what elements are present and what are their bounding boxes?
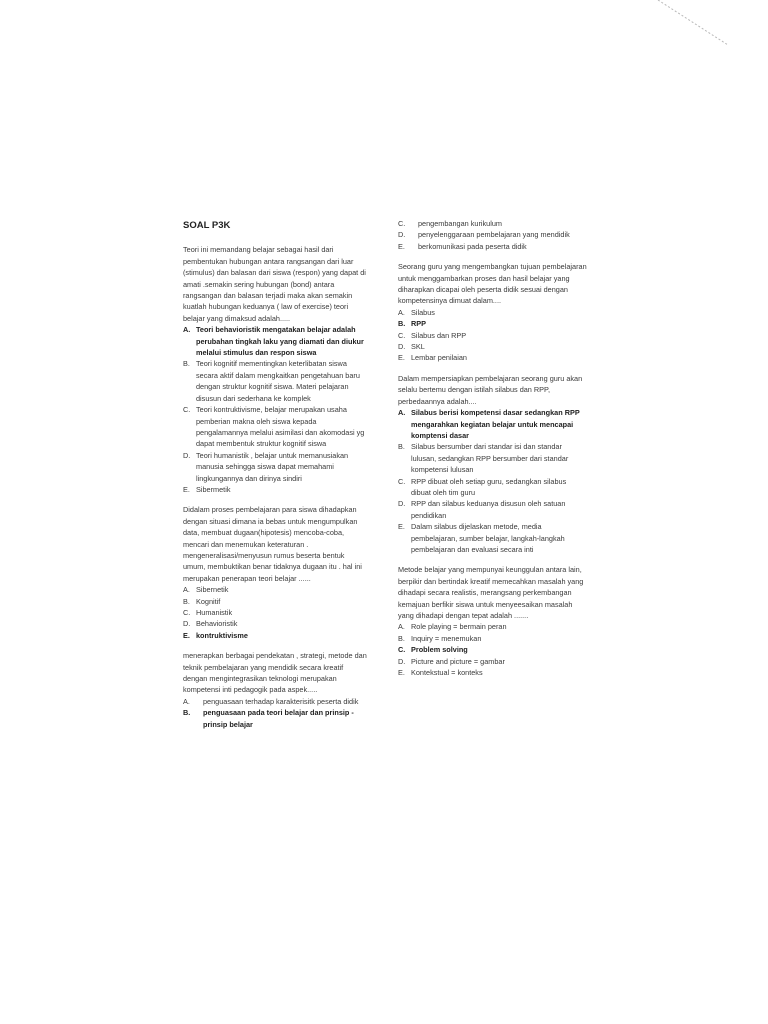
option-label: C. (398, 476, 406, 486)
options-list (183, 696, 367, 730)
option-label: B. (183, 596, 190, 606)
question-3-continued (398, 218, 588, 252)
document-title: SOAL P3K (183, 220, 231, 231)
option-label: A. (398, 408, 406, 418)
options-list (183, 324, 367, 495)
option-label: B. (398, 442, 405, 452)
option-b (398, 633, 588, 644)
question-stem: Seorang guru yang mengembangkan tujuan pembelajaran untuk menggambarkan proses dan hasil belajar yang diharapkan dicapai oleh peserta didik sesuai dengan kompetensinya dimuat dalam.... (398, 262, 587, 306)
option-e (398, 667, 588, 678)
option-label: E. (183, 630, 190, 640)
options-list (183, 584, 367, 641)
option-text: Dalam silabus dijelaskan metode, media pembelajaran, sumber belajar, langkah-langkah pembelajaran dan evaluasi secara inti (411, 522, 565, 554)
question-stem: Metode belajar yang mempunyai keunggulan antara lain, berpikir dan bertindak kreatif memecahkan masalah yang dihadapi secara realistis, merangsang perkembangan kemajuan berfikir siswa untuk menyeesaikan masalah yang dihadapi dengan tepat adalah ....... (398, 565, 584, 620)
option-label: D. (398, 230, 406, 240)
right-column (398, 218, 588, 687)
options-list (398, 218, 588, 252)
corner-fold-line (598, 0, 768, 60)
option-text: berkomunikasi pada peserta didik (418, 241, 527, 251)
option-label: B. (398, 319, 406, 329)
option-c (398, 330, 588, 341)
option-label: C. (398, 219, 406, 228)
option-text: Teori kontruktivisme, belajar merupakan usaha pemberian makna oleh siswa kepada pengalamannya melalui asimilasi dan akomodasi yg dapat membentuk struktur kognitif siswa (196, 405, 365, 449)
option-d (398, 498, 588, 521)
option-a (398, 621, 588, 632)
option-text: Kontekstual = konteks (411, 668, 483, 678)
option-c (183, 607, 367, 618)
option-text: Inquiry = menemukan (411, 633, 482, 643)
option-label: E. (398, 241, 405, 251)
option-e (183, 630, 367, 641)
option-text: pengembangan kurikulum (418, 219, 502, 228)
option-c (398, 218, 588, 229)
option-label: D. (183, 450, 191, 460)
option-a (398, 407, 588, 441)
option-b (183, 358, 367, 404)
question-2 (183, 504, 367, 641)
option-d (398, 341, 588, 352)
option-label: D. (398, 342, 406, 352)
option-text: Silabus (411, 307, 435, 317)
options-list (398, 407, 588, 555)
option-text: RPP dibuat oleh setiap guru, sedangkan silabus dibuat oleh tim guru (411, 476, 567, 497)
option-text: Kognitif (196, 596, 221, 606)
question-4 (398, 261, 588, 364)
left-column (183, 220, 367, 739)
option-text: penyelenggaraan pembelajaran yang mendidik (418, 230, 570, 240)
option-d (183, 450, 367, 484)
option-label: E. (398, 522, 405, 532)
option-b (183, 596, 367, 607)
option-label: A. (183, 325, 191, 335)
option-e (183, 484, 367, 495)
option-text: Problem solving (411, 645, 468, 655)
option-label: C. (183, 608, 191, 617)
option-label: D. (398, 499, 406, 509)
option-c (398, 476, 588, 499)
option-text: kontruktivisme (196, 630, 248, 640)
option-text: Picture and picture = gambar (411, 656, 505, 666)
option-a (183, 696, 367, 707)
option-text: Humanistik (196, 608, 233, 617)
option-text: Lembar penilaian (411, 353, 467, 363)
option-label: E. (183, 484, 190, 494)
option-text: Teori humanistik , belajar untuk memanusiakan manusia sehingga siswa dapat memahami lingkungannya dan dirinya sindiri (196, 450, 349, 483)
option-b (398, 318, 588, 329)
option-label: D. (398, 656, 406, 666)
option-label: A. (398, 622, 405, 632)
question-stem: Dalam mempersiapkan pembelajaran seorang guru akan selalu bertemu dengan istilah silabus dan RPP, perbedaannya adalah.... (398, 373, 583, 406)
option-label: B. (183, 708, 191, 718)
question-3 (183, 650, 367, 730)
option-b (183, 707, 367, 730)
option-b (398, 441, 588, 475)
option-label: B. (398, 633, 405, 643)
question-1 (183, 244, 367, 495)
option-e (398, 352, 588, 363)
option-a (183, 324, 367, 358)
question-6 (398, 564, 588, 678)
question-stem: Teori ini memandang belajar sebagai hasil dari pembentukan hubungan antara rangsangan dari luar (stimulus) dan balasan dari siswa (respon) yang dapat di amati .semakin sering hubungan (bond) antara rangsangan dan balasan terjadi maka akan semakin kuatlah hubungan keduanya ( law of exercise) teori belajar yang dimaksud adalah..... (183, 245, 366, 323)
option-e (398, 521, 588, 555)
option-text: RPP dan silabus keduanya disusun oleh satuan pendidikan (411, 499, 566, 520)
option-text: penguasaan terhadap karakterisitk peserta didik (203, 696, 359, 706)
option-label: A. (398, 307, 405, 317)
option-text: Silabus berisi kompetensi dasar sedangkan RPP mengarahkan kegiatan belajar untuk mencapai komptensi dasar (411, 408, 580, 440)
option-label: E. (398, 668, 405, 678)
question-stem: menerapkan berbagai pendekatan , strategi, metode dan teknik pembelajaran yang mendidik secara kreatif dengan mengintegrasikan teknologi merupakan kompetensi inti pedagogik pada aspek..... (183, 651, 367, 695)
option-label: B. (183, 359, 190, 369)
option-label: E. (398, 353, 405, 363)
options-list (398, 307, 588, 364)
option-c (398, 644, 588, 655)
option-e (398, 241, 588, 252)
options-list (398, 621, 588, 678)
option-c (183, 404, 367, 450)
option-label: A. (183, 585, 190, 595)
option-label: C. (398, 330, 406, 340)
question-5 (398, 373, 588, 556)
option-label: C. (183, 405, 191, 415)
option-label: C. (398, 645, 406, 655)
option-text: penguasaan pada teori belajar dan prinsip -prinsip belajar (203, 708, 354, 729)
option-text: Sibermetik (196, 484, 231, 494)
option-text: RPP (411, 319, 427, 329)
option-label: A. (183, 696, 190, 706)
option-a (398, 307, 588, 318)
option-d (183, 618, 367, 629)
option-text: Role playing = bermain peran (411, 622, 507, 632)
option-a (183, 584, 367, 595)
question-stem: Didalam proses pembelajaran para siswa dihadapkan dengan situasi dimana ia bebas untuk mengumpulkan data, membuat dugaan(hipotesis) mencoba-coba, mencari dan menemukan keteraturan . mengeneralisasi/menyusun rumus beserta bentuk umum, membuktikan benar tidaknya dugaan itu . hal ini merupakan penerapan teori belajar ...... (183, 505, 362, 583)
option-text: Teori behavioristik mengatakan belajar adalah perubahan tingkah laku yang diamati dan diukur melalui stimulus dan respon siswa (196, 325, 364, 358)
option-text: Behavioristik (196, 619, 238, 629)
option-d (398, 229, 588, 240)
option-text: Silabus bersumber dari standar isi dan standar lulusan, sedangkan RPP bersumber dari standar kompetensi lulusan (411, 442, 569, 475)
option-text: Silabus dan RPP (411, 330, 467, 340)
option-text: SKL (411, 342, 425, 352)
option-label: D. (183, 619, 191, 629)
option-d (398, 656, 588, 667)
option-text: Sibernetik (196, 585, 229, 595)
option-text: Teori kognitif mementingkan keterlibatan siswa secara aktif dalam mengkaitkan pengetahuan baru dengan struktur kognitif siswa. Materi pelajaran disusun dari sederhana ke komplek (196, 359, 360, 403)
